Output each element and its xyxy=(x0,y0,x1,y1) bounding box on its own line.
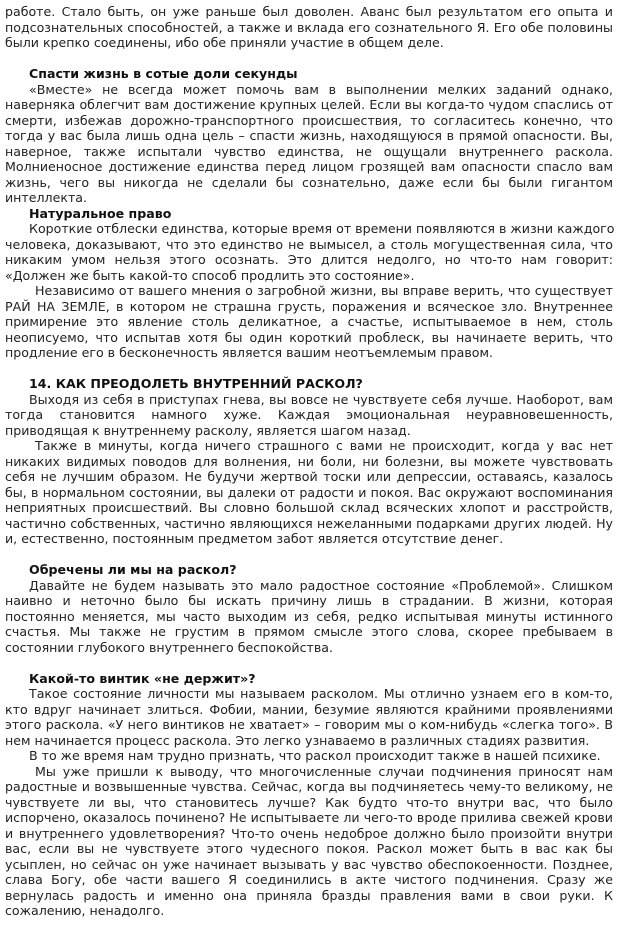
text-line: вас, если вы не чувствуете этого чудесного покоя. Раскол может быть в вас как бы xyxy=(5,841,613,856)
text-line: примирение это явление столь деликатное, а счастье, испытываемое в нем, столь xyxy=(5,314,613,329)
document-page xyxy=(5,4,613,919)
text-line: и внутреннего удовлетворения? Что-то очень недоброе должно было произойти внутри xyxy=(5,825,613,841)
text-line: наивно и неточно было бы искать причину лишь в страдании. В жизни, которая xyxy=(5,593,613,608)
text-line: частично собственных, частично являющихся нежеланными подарками других людей. Ну xyxy=(5,515,613,531)
text-line: человека, доказывают, что это единство не вымысел, а столь могущественная сила, что xyxy=(5,236,613,252)
text-line: неприятных происшествий. Вы словно большой склад всяческих хлопот и расстройств, xyxy=(5,500,613,515)
paragraph xyxy=(5,748,613,764)
text-line: тогда становится намного хуже. Каждая эмоциональная неуравновешенность, xyxy=(5,407,613,422)
paragraph xyxy=(5,438,613,547)
text-line: усыплен, но сейчас он уже начинает вызывать у вас чувство обеспокоенности. Позднее, xyxy=(5,856,613,872)
text-line: наверное, также испытали чувство единства, не ощущали внутреннего раскола. xyxy=(5,143,613,159)
section-heading: Какой-то винтик «не держит»? xyxy=(29,670,256,686)
text-line: состоянии глубокого внутреннего беспокойства. xyxy=(5,639,334,655)
text-line: Также в минуты, когда ничего страшного с вами не происходит, когда у вас нет xyxy=(35,438,613,453)
section-heading: Натуральное право xyxy=(29,205,172,221)
text-line: Выходя из себя в приступах гнева, вы вовсе не чувствуете себя лучше. Наоборот, вам xyxy=(29,391,613,407)
text-line: подсознательных способностей, а также и вклада его сознательного Я. Его обе половины xyxy=(5,19,613,35)
text-line: Независимо от вашего мнения о загробной жизни, вы вправе верить, что существует xyxy=(35,283,613,298)
text-line: Молниеносное достижение единства перед лицом грозящей вам опасности спасло вам xyxy=(5,159,613,174)
paragraph xyxy=(5,578,613,656)
text-line: «Вместе» не всегда может помочь вам в выполнении мелких заданий однако, xyxy=(29,81,613,97)
text-line: приводящая к внутреннему расколу, является шагом назад. xyxy=(5,422,411,438)
paragraph xyxy=(5,686,613,748)
text-line: бы, в нормальном состоянии, вы далеки от радости и покоя. Вас окружают воспоминания xyxy=(5,484,613,500)
text-line: были крепко соединены, ибо обе приняли участие в общем деле. xyxy=(5,35,444,50)
text-line: Такое состояние личности мы называем расколом. Мы отлично узнаем его в ком-то, xyxy=(29,686,613,701)
text-line: вернулась радость и именно она приняла бразды правления вами в свои руки. К xyxy=(5,887,613,903)
text-line: интеллекта. xyxy=(5,190,88,205)
paragraph xyxy=(5,4,613,51)
section-heading: Обречены ли мы на раскол? xyxy=(29,562,237,577)
paragraph xyxy=(5,283,613,361)
text-line: наверняка облегчит вам достижение крупных целей. Если вы когда-то чудом спаслись от xyxy=(5,97,613,112)
paragraph xyxy=(5,764,613,919)
text-line: кто вдруг начинает злиться. Фобии, мании, безумие являются крайними проявлениями xyxy=(5,701,613,717)
text-line: никаких видимых поводов для волнения, ни боли, ни болезни, вы можете чувствовать xyxy=(5,453,613,469)
text-line: никаким умом нельзя этого осознать. Это длится недолго, но что-то нам говорит: xyxy=(5,252,613,267)
text-line: неописуемо, что испытав хотя бы один короткий проблеск, вы начинаете верить, что xyxy=(5,329,613,345)
text-line: смерти, избежав дорожно-транспортного происшествия, то согласитесь конечно, что xyxy=(5,112,613,128)
blank-line xyxy=(5,361,613,377)
text-line: и, естественно, постоянным предметом забот является отсутствие денег. xyxy=(5,531,504,546)
blank-line xyxy=(5,547,613,563)
text-line: радостные и возвышенные чувства. Сейчас, когда вы подчиняетесь чему-то великому, не xyxy=(5,779,613,794)
blank-line xyxy=(5,51,613,67)
section-heading: Спасти жизнь в сотые доли секунды xyxy=(29,66,298,81)
text-line: постоянно меняется, мы часто выходим из себя, редко испытывая минуты истинного xyxy=(5,608,613,624)
text-line: В то же время нам трудно признать, что раскол происходит также в нашей психике. xyxy=(29,748,601,763)
text-line: слава Богу, обе части вашего Я соединились в акте чистого подчинения. Сразу же xyxy=(5,872,613,887)
paragraph xyxy=(5,392,613,439)
text-line: тогда у вас была лишь одна цель – спасти жизнь, находящуюся в прямой опасности. Вы, xyxy=(5,128,613,143)
text-line: чувствуете ли вы, что становитесь лучше? Как будто что-то внутри вас, что было xyxy=(5,794,613,810)
text-line: нем начинается процесс раскола. Это легко узнаваемо в различных стадиях развития. xyxy=(5,732,590,748)
paragraph xyxy=(5,82,613,206)
text-line: жизнь, чего вы никогда не сделали бы сознательно, даже если бы были гигантом xyxy=(5,174,613,190)
text-line: себя не лучшим образом. Не будучи жертвой тоски или депрессии, оставаясь, казалось xyxy=(5,469,613,484)
text-line: сожалению, ненадолго. xyxy=(5,903,165,918)
text-line: испорчено, оказалось починено? Не испытываете ли чего-то вроде прилива свежей крови xyxy=(5,810,613,825)
text-line: этого раскола. «У него винтиков не хватает» – говорим мы о ком-нибудь «слегка того». В xyxy=(5,717,613,732)
blank-line xyxy=(5,655,613,671)
text-line: работе. Стало быть, он уже раньше был доволен. Аванс был результатом его опыта и xyxy=(5,4,613,19)
text-line: Мы уже пришли к выводу, что многочисленные случаи подчинения приносят нам xyxy=(35,763,613,779)
text-line: Давайте не будем называть это мало радостное состояние «Проблемой». Слишком xyxy=(29,577,613,593)
text-line: продление его в бесконечность является вашим неотъемлемым правом. xyxy=(5,345,493,360)
text-line: РАЙ НА ЗЕМЛЕ, в котором не страшна грусть, поражения и всяческое зло. Внутреннее xyxy=(5,298,613,314)
section-heading: 14. КАК ПРЕОДОЛЕТЬ ВНУТРЕННИЙ РАСКОЛ? xyxy=(29,376,363,391)
text-line: счастья. Мы также не грустим в прямом смысле этого слова, скорее пребываем в xyxy=(5,624,613,639)
paragraph xyxy=(5,221,613,283)
text-line: Короткие отблески единства, которые время от времени появляются в жизни каждого xyxy=(29,221,615,236)
text-line: «Должен же быть какой-то способ продлить это состояние». xyxy=(5,267,415,283)
